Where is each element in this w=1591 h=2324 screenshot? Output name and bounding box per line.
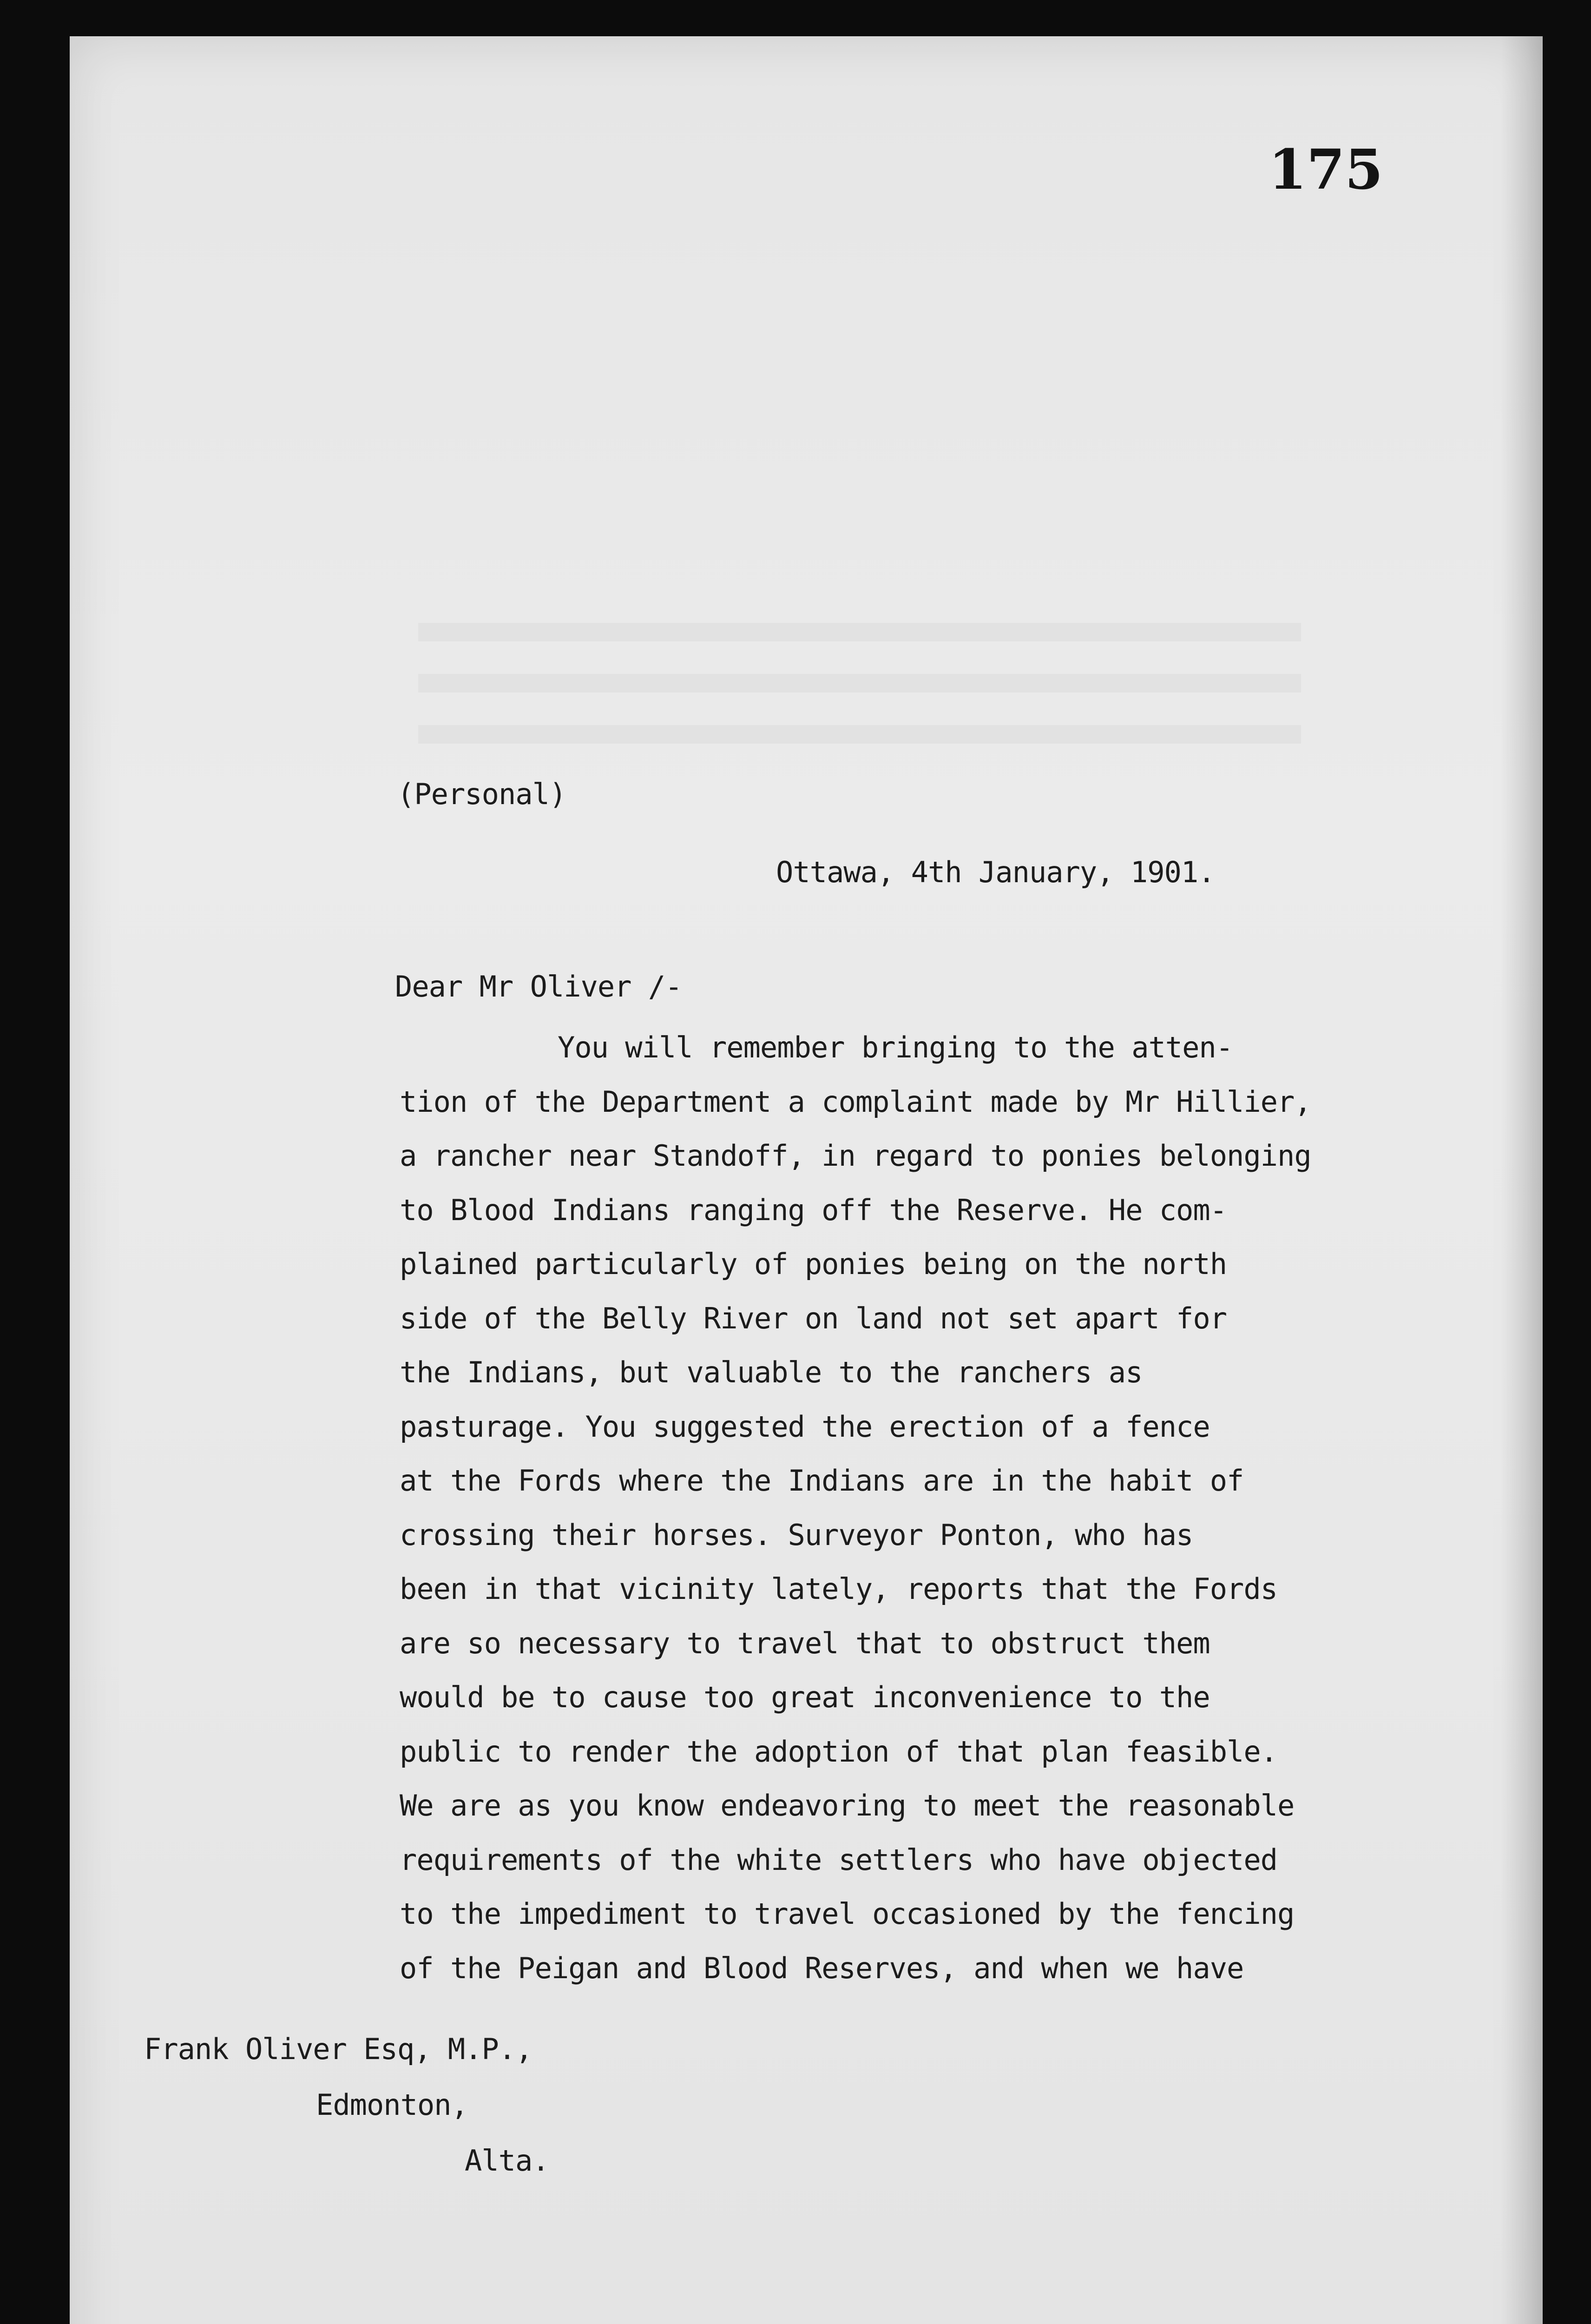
body-line: to the impediment to travel occasioned by the fencing	[400, 1897, 1295, 1931]
body-line: are so necessary to travel that to obstruct them	[400, 1626, 1210, 1660]
body-line: the Indians, but valuable to the ranchers as	[400, 1355, 1143, 1389]
body-line: at the Fords where the Indians are in the habit of	[400, 1464, 1244, 1498]
body-line: of the Peigan and Blood Reserves, and when we have	[400, 1951, 1244, 1985]
body-line: You will remember bringing to the atten-	[558, 1030, 1233, 1064]
bleed-through-text	[418, 623, 1301, 772]
body-line: public to render the adoption of that plan feasible.	[400, 1734, 1278, 1769]
dateline: Ottawa, 4th January, 1901.	[776, 855, 1215, 889]
recipient-province: Alta.	[465, 2144, 549, 2178]
body-line: a rancher near Standoff, in regard to ponies belonging	[400, 1139, 1311, 1173]
body-line: would be to cause too great inconvenience to the	[400, 1680, 1210, 1714]
body-line: We are as you know endeavoring to meet the reasonable	[400, 1789, 1295, 1822]
letter-body	[400, 1021, 1311, 1995]
page-number: 175	[1269, 137, 1383, 202]
body-line: pasturage. You suggested the erection of a fence	[400, 1409, 1210, 1444]
recipient-city: Edmonton,	[316, 2088, 468, 2122]
recipient-name: Frank Oliver Esq, M.P.,	[144, 2032, 533, 2066]
sheet-fold-edge	[1501, 36, 1543, 2324]
body-line: crossing their horses. Surveyor Ponton, who has	[400, 1518, 1193, 1552]
body-line: tion of the Department a complaint made by Mr Hillier,	[400, 1084, 1311, 1119]
body-line: plained particularly of ponies being on the north	[400, 1247, 1227, 1281]
body-line: requirements of the white settlers who have objected	[400, 1842, 1278, 1877]
personal-marking: (Personal)	[397, 777, 566, 811]
body-line: side of the Belly River on land not set apart for	[400, 1301, 1227, 1335]
body-line: to Blood Indians ranging off the Reserve. He com-	[400, 1193, 1227, 1227]
body-line: been in that vicinity lately, reports that the Fords	[400, 1572, 1278, 1606]
salutation: Dear Mr Oliver /-	[395, 970, 682, 1004]
